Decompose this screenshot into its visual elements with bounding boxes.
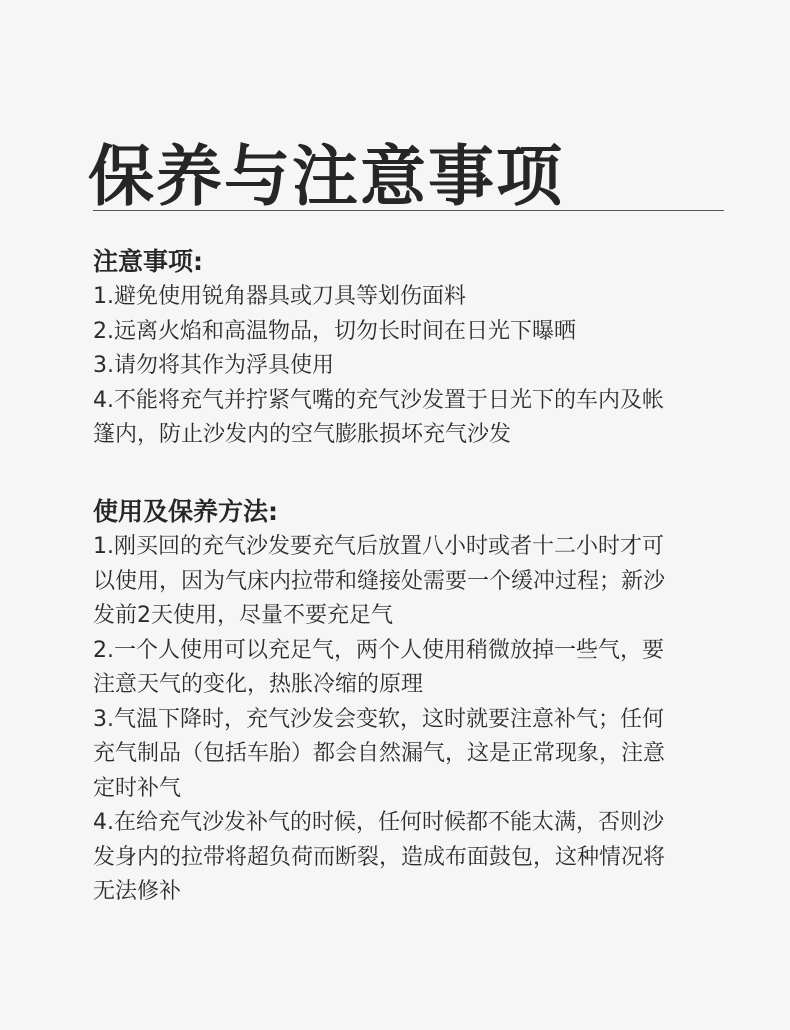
item-text-line: 4.不能将充气并拧紧气嘴的充气沙发置于日光下的车内及帐 (93, 387, 664, 413)
item-text-line: 无法修补 (93, 879, 182, 904)
title-divider (93, 210, 724, 211)
item-text-line: 发前2天使用，尽量不要充足气 (93, 603, 393, 628)
section-precautions (93, 244, 733, 453)
item-text-line: 1.刚买回的充气沙发要充气后放置八小时或者十二小时才可 (93, 534, 664, 559)
item-text-line: 定时补气 (93, 775, 182, 801)
list-item (93, 349, 733, 384)
item-text-line: 2.远离火焰和高温物品，切勿长时间在日光下曝晒 (93, 318, 576, 344)
list-item (93, 634, 733, 703)
list-item (93, 280, 733, 315)
section-heading: 使用及保养方法: (93, 497, 278, 526)
section-heading: 注意事项: (93, 247, 203, 276)
list-item (93, 806, 733, 910)
item-text-line: 2.一个人使用可以充足气，两个人使用稍微放掉一些气，要 (93, 637, 664, 663)
item-text-line: 4.在给充气沙发补气的时候，任何时候都不能太满，否则沙 (93, 810, 664, 835)
item-text-line: 3.气温下降时，充气沙发会变软，这时就要注意补气；任何 (93, 706, 664, 732)
section-usage-maintenance (93, 494, 733, 910)
item-text-line: 注意天气的变化，热胀冷缩的原理 (93, 672, 424, 697)
list-item (93, 530, 733, 634)
list-item (93, 703, 733, 807)
precautions-list (93, 280, 733, 453)
item-text-line: 发身内的拉带将超负荷而断裂，造成布面鼓包，这种情况将 (93, 844, 666, 870)
item-text-line: 3.请勿将其作为浮具使用 (93, 353, 334, 378)
page-title: 保养与注意事项 (88, 138, 564, 216)
item-text-line: 篷内，防止沙发内的空气膨胀损坏充气沙发 (93, 422, 512, 447)
item-text-line: 充气制品（包括车胎）都会自然漏气，这是正常现象，注意 (93, 741, 666, 766)
list-item (93, 315, 733, 350)
item-text-line: 1.避免使用锐角器具或刀具等划伤面料 (93, 284, 466, 309)
item-text-line: 以使用，因为气床内拉带和缝接处需要一个缓冲过程；新沙 (93, 568, 666, 594)
usage-maintenance-list (93, 530, 733, 910)
list-item (93, 384, 733, 453)
